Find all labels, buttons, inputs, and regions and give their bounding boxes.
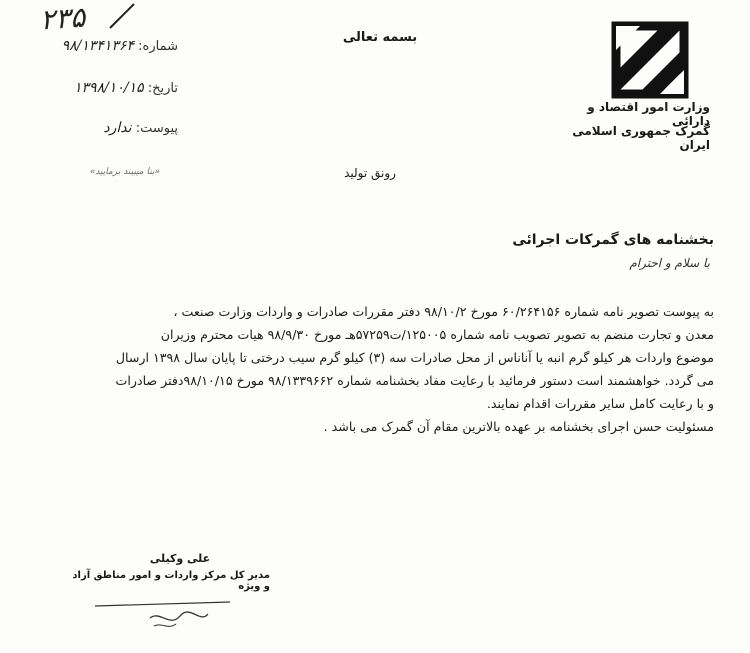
body-line: مسئولیت حسن اجرای بخشنامه بر عهده بالاترین مقام آن گمرک می باشد . — [323, 419, 714, 434]
letter-number-label: شماره: — [138, 39, 178, 54]
ministry-name: وزارت امور اقتصاد و دارائی — [587, 100, 710, 128]
circular-title: بخشنامه های گمرکات اجرائی — [512, 232, 714, 248]
signer-title: مدیر کل مرکز واردات و امور مناطق آزاد و ویژه — [72, 570, 270, 592]
handwritten-signature — [90, 588, 240, 638]
letter-number-value: ۹۸/۱۳۴۱۳۶۴ — [61, 38, 135, 54]
body-line: می گردد. خواهشمند است دستور فرمائید با رعایت مفاد بخشنامه شماره ۹۸/۱۳۳۹۶۶۲ مورخ ۹۸/۱۰/۱۵دفتر صادرات — [115, 373, 714, 388]
body-line: معدن و تجارت منضم به تصویر تصویب نامه شماره ۱۲۵۰۰۵/ت۵۷۲۵۹هـ مورخ ۹۸/۹/۳۰ هیات محترم وزیران — [160, 327, 714, 342]
letter-date-label: تاریخ: — [147, 81, 178, 96]
letter-body — [50, 300, 714, 438]
letter-attachment — [38, 120, 178, 136]
body-line: موضوع واردات هر کیلو گرم انبه یا آناناس از محل صادرات سه (۳) کیلو گرم سیب درختی تا پایان سال ۱۳۹۸ ارسال — [115, 350, 714, 365]
faint-stamp-text: «بنا میبیند برمایید» — [89, 167, 160, 177]
letter-date-value: ۱۳۹۸/۱۰/۱۵ — [74, 80, 144, 96]
letter-date — [38, 80, 178, 96]
greeting: با سلام و احترام — [629, 256, 710, 270]
customs-name: گمرک جمهوری اسلامی ایران — [572, 124, 710, 152]
body-line: به پیوست تصویر نامه شماره ۶۰/۲۶۴۱۵۶ مورخ ۹۸/۱۰/۲ دفتر مقررات صادرات و واردات وزارت صنعت ، — [173, 304, 714, 319]
attachment-label: پیوست: — [135, 121, 178, 136]
letter-number — [38, 38, 178, 54]
bismillah-heading: بسمه تعالی — [342, 30, 418, 45]
handwritten-number: ۲۳۵ — [38, 0, 87, 37]
recipient-line: رونق تولید — [344, 166, 396, 180]
signer-name: علی وکیلی — [149, 552, 211, 565]
customs-logo-icon — [610, 20, 690, 100]
body-line: و با رعایت کامل سایر مقررات اقدام نمایند. — [486, 396, 714, 411]
handwritten-strike-mark — [108, 2, 138, 32]
attachment-value: ندارد — [103, 120, 132, 136]
